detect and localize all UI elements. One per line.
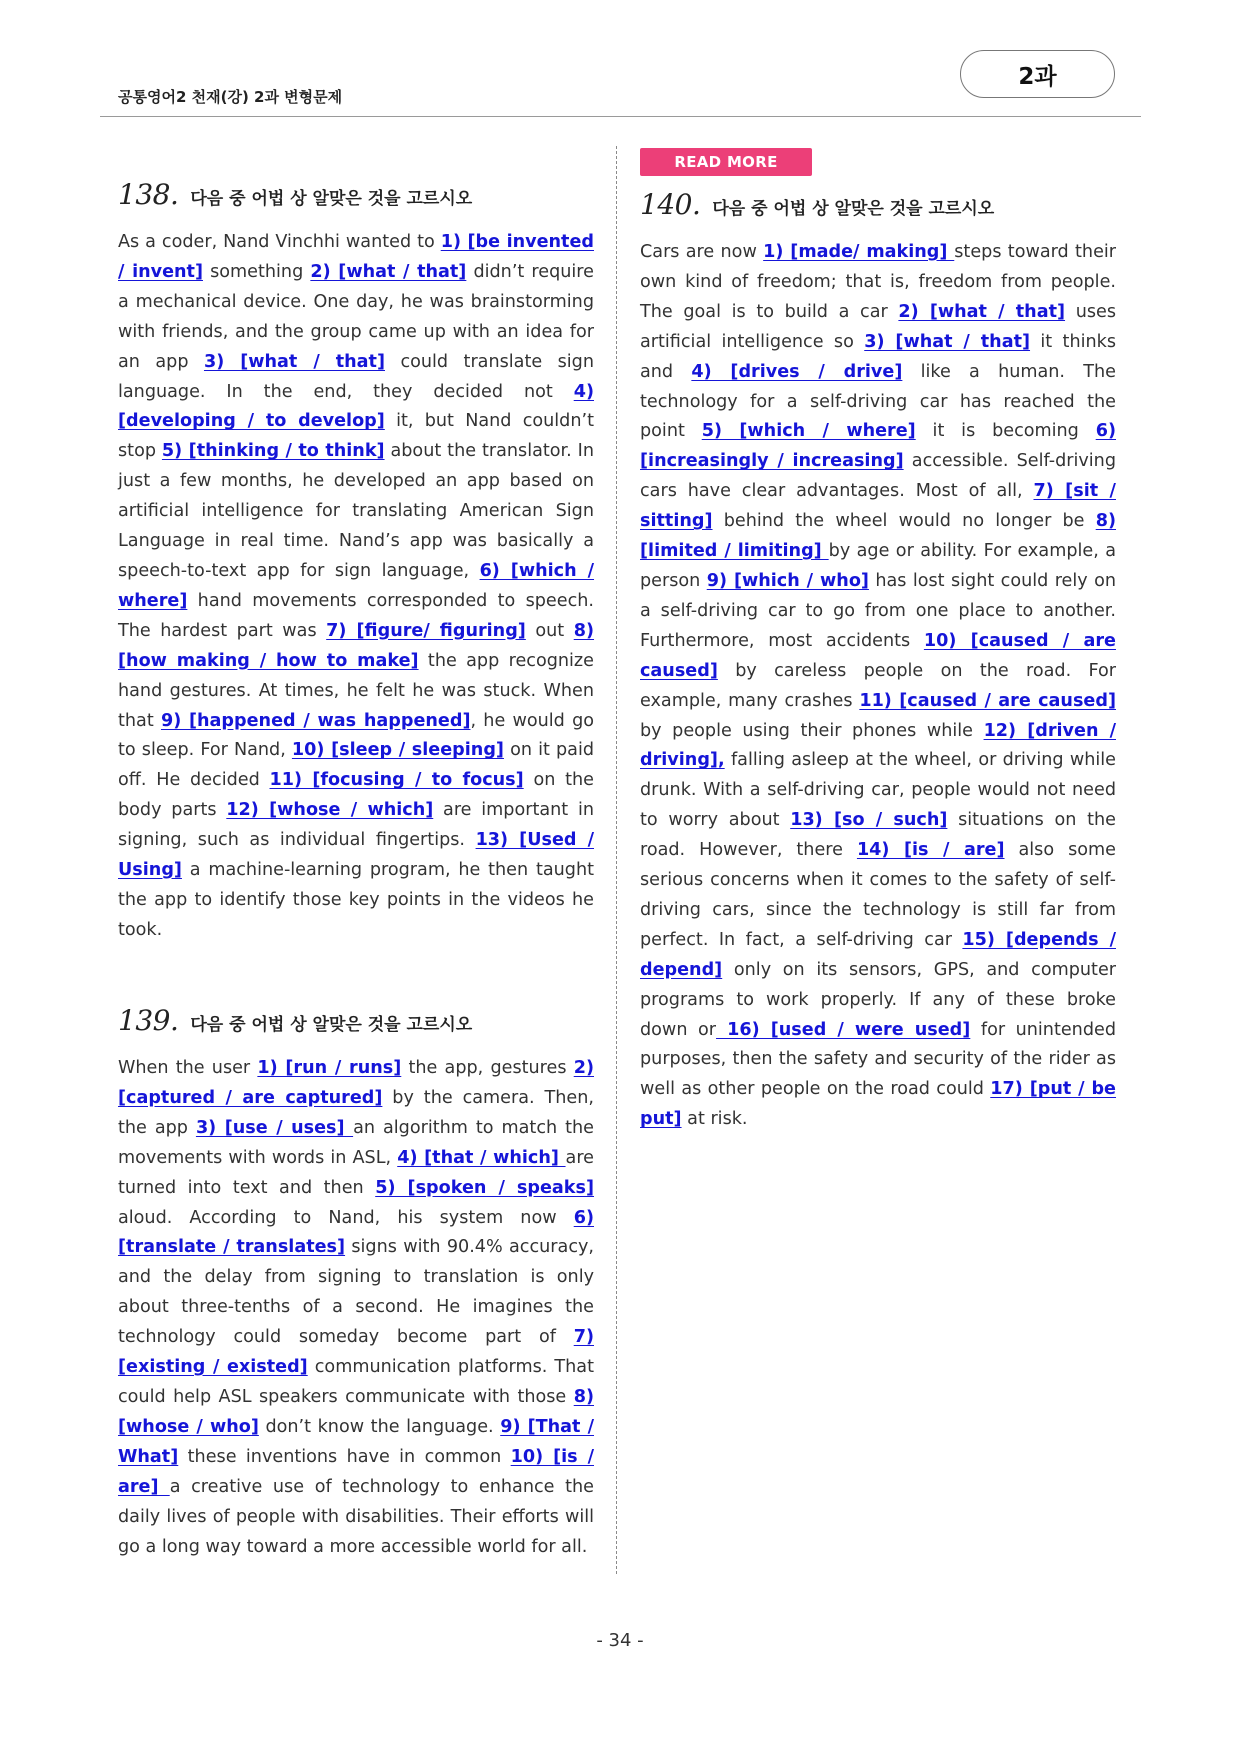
passage-text: by age or ability. For example, a person: [640, 541, 1116, 591]
grammar-choice-blank: 13) [so / such]: [790, 810, 948, 831]
lesson-badge: 2과: [960, 50, 1115, 98]
grammar-choice-blank: 10) [sleep / sleeping]: [291, 740, 504, 761]
document-header-title: 공통영어2 천재(강) 2과 변형문제: [118, 88, 343, 106]
grammar-choice-blank: 2) [captured / are captured]: [118, 1058, 594, 1108]
question-heading: [118, 178, 594, 218]
passage-text: on the body parts: [118, 770, 594, 821]
grammar-choice-blank: 13) [Used / Using]: [118, 830, 594, 881]
question-number: 138.: [118, 178, 179, 211]
passage-text: Cars are now: [640, 242, 764, 262]
passage-text: it, but Nand couldn’t stop: [118, 411, 594, 462]
question-instruction: 다음 중 어법 상 알맞은 것을 고르시오: [190, 1015, 473, 1035]
question-instruction: 다음 중 어법 상 알맞은 것을 고르시오: [712, 199, 995, 219]
passage-139: [118, 1054, 594, 1562]
grammar-choice-blank: 8) [limited / limiting]: [640, 511, 1116, 562]
passage-text: don’t know the language.: [258, 1416, 501, 1437]
passage-text: steps toward their own kind of freedom; that is, freedom from people. The goal is to build a car: [640, 242, 1117, 322]
passage-text: the app, gestures: [401, 1058, 574, 1078]
header-divider: [100, 116, 1141, 117]
passage-text: As a coder, Nand Vinchhi wanted to: [118, 232, 441, 252]
grammar-choice-blank: 6) [increasingly / increasing]: [640, 421, 1116, 472]
question-number: 139.: [118, 1004, 179, 1037]
grammar-choice-blank: 12) [whose / which]: [226, 800, 434, 821]
grammar-choice-blank: 17) [put / be put]: [640, 1079, 1116, 1130]
grammar-choice-blank: 5) [thinking / to think]: [161, 441, 385, 462]
grammar-choice-blank: 7) [existing / existed]: [118, 1327, 594, 1378]
grammar-choice-blank: 5) [which / where]: [701, 421, 916, 442]
passage-text: something: [203, 261, 311, 282]
grammar-choice-blank: 6) [which / where]: [118, 560, 595, 611]
passage-text: aloud. According to Nand, his system now: [118, 1207, 574, 1228]
question-139: [118, 1004, 594, 1562]
passage-text: accessible. Self-driving cars have clear advantages. Most of all,: [640, 451, 1117, 502]
passage-text: about the translator. In just a few months, he developed an app based on artificial intelligence for translating American Sign Language in real time. Nand’s app was basically a speech-to-text app for sign language,: [118, 441, 594, 581]
grammar-choice-blank: 3) [what / that]: [203, 351, 385, 372]
grammar-choice-blank: 9) [which / who]: [706, 570, 869, 591]
passage-text: , he would go to sleep. For Nand,: [118, 710, 594, 761]
passage-text: it is becoming: [915, 421, 1096, 442]
passage-text: out: [525, 620, 574, 641]
grammar-choice-blank: 6) [translate / translates]: [118, 1207, 594, 1258]
passage-text: has lost sight could rely on a self-driving car to go from one place to another. Furthermore, most accidents: [640, 570, 1116, 651]
question-heading: [640, 188, 1116, 228]
question-instruction: 다음 중 어법 상 알맞은 것을 고르시오: [190, 189, 473, 209]
passage-text: also some serious concerns when it comes to the safety of self-driving cars, since the technology is still far from perfect. In fact, a self-driving car: [640, 840, 1116, 950]
passage-text: could translate sign language. In the end, they decided not: [118, 351, 595, 402]
grammar-choice-blank: 10) [is / are]: [118, 1446, 594, 1497]
passage-text: falling asleep at the wheel, or driving while drunk. With a self-driving car, people would not need to worry about: [640, 750, 1116, 831]
grammar-choice-blank: 4) [developing / to develop]: [118, 381, 594, 432]
question-number: 140.: [640, 188, 701, 221]
read-more-badge: READ MORE: [640, 148, 812, 176]
question-heading: [118, 1004, 594, 1044]
grammar-choice-blank: 11) [caused / are caused]: [859, 690, 1116, 711]
grammar-choice-blank: 3) [what / that]: [864, 331, 1031, 352]
grammar-choice-blank: 4) [that / which]: [397, 1147, 566, 1168]
grammar-choice-blank: 1) [run / runs]: [257, 1058, 402, 1078]
question-140: [640, 148, 1116, 1135]
passage-text: by people using their phones while: [640, 720, 984, 741]
passage-text: like a human. The technology for a self-driving car has reached the point: [640, 361, 1116, 442]
passage-text: an algorithm to match the movements with words in ASL,: [118, 1117, 595, 1168]
passage-text: are turned into text and then: [118, 1147, 594, 1198]
passage-text: situations on the road. However, there: [640, 810, 1116, 861]
grammar-choice-blank: 10) [caused / are caused]: [640, 630, 1116, 681]
grammar-choice-blank: 4) [drives / drive]: [691, 361, 903, 382]
grammar-choice-blank: 14) [is / are]: [856, 840, 1005, 861]
passage-text: behind the wheel would no longer be: [712, 511, 1096, 532]
grammar-choice-blank: 7) [sit / sitting]: [640, 481, 1116, 532]
grammar-choice-blank: 16) [used / were used]: [716, 1019, 971, 1040]
column-divider: [616, 146, 617, 1574]
grammar-choice-blank: 15) [depends / depend]: [640, 929, 1116, 980]
passage-text: are important in signing, such as individual fingertips.: [118, 800, 594, 851]
passage-text: on it paid off. He decided: [118, 740, 595, 791]
passage-text: hand movements corresponded to speech. The hardest part was: [118, 590, 594, 641]
passage-text: uses artificial intelligence so: [640, 301, 1117, 352]
passage-text: these inventions have in common: [178, 1446, 511, 1467]
grammar-choice-blank: 8) [whose / who]: [118, 1386, 594, 1437]
passage-140: [640, 238, 1116, 1135]
passage-text: signs with 90.4% accuracy, and the delay from signing to translation is only about three-tenths of a second. He imagines the technology could someday become part of: [118, 1237, 594, 1348]
passage-text: a creative use of technology to enhance the daily lives of people with disabilities. Their efforts will go a long way toward a more accessible world for all.: [118, 1476, 594, 1557]
passage-text: a machine-learning program, he then taught the app to identify those key points in the videos he took.: [118, 860, 594, 940]
grammar-choice-blank: 2) [what / that]: [310, 261, 467, 282]
grammar-choice-blank: 12) [driven / driving],: [640, 720, 1116, 771]
passage-text: the app recognize hand gestures. At times, he felt he was stuck. When that: [118, 650, 594, 731]
question-138: [118, 178, 594, 946]
passage-text: at risk.: [681, 1109, 748, 1130]
passage-text: by careless people on the road. For example, many crashes: [640, 660, 1116, 711]
grammar-choice-blank: 1) [made/ making]: [763, 242, 955, 262]
passage-138: [118, 228, 594, 946]
passage-text: for unintended purposes, then the safety and security of the rider as well as other people on the road could: [640, 1019, 1116, 1100]
grammar-choice-blank: 9) [happened / was happened]: [160, 710, 471, 731]
grammar-choice-blank: 11) [focusing / to focus]: [269, 770, 524, 791]
grammar-choice-blank: 7) [figure/ figuring]: [326, 620, 526, 641]
passage-text: When the user: [118, 1058, 258, 1078]
grammar-choice-blank: 8) [how making / how to make]: [118, 620, 595, 671]
grammar-choice-blank: 1) [be invented / invent]: [118, 232, 594, 282]
passage-text: only on its sensors, GPS, and computer programs to work properly. If any of these broke down or: [640, 959, 1116, 1040]
grammar-choice-blank: 5) [spoken / speaks]: [375, 1177, 594, 1198]
grammar-choice-blank: 3) [use / uses]: [195, 1117, 354, 1138]
passage-text: didn’t require a mechanical device. One day, he was brainstorming with friends, and the group came up with an idea for an app: [118, 261, 594, 372]
grammar-choice-blank: 2) [what / that]: [898, 301, 1066, 322]
passage-text: by the camera. Then, the app: [118, 1087, 594, 1138]
passage-text: it thinks and: [640, 331, 1117, 382]
page-number: - 34 -: [596, 1630, 644, 1651]
passage-text: communication platforms. That could help ASL speakers communicate with those: [118, 1357, 594, 1407]
grammar-choice-blank: 9) [That / What]: [118, 1416, 594, 1467]
